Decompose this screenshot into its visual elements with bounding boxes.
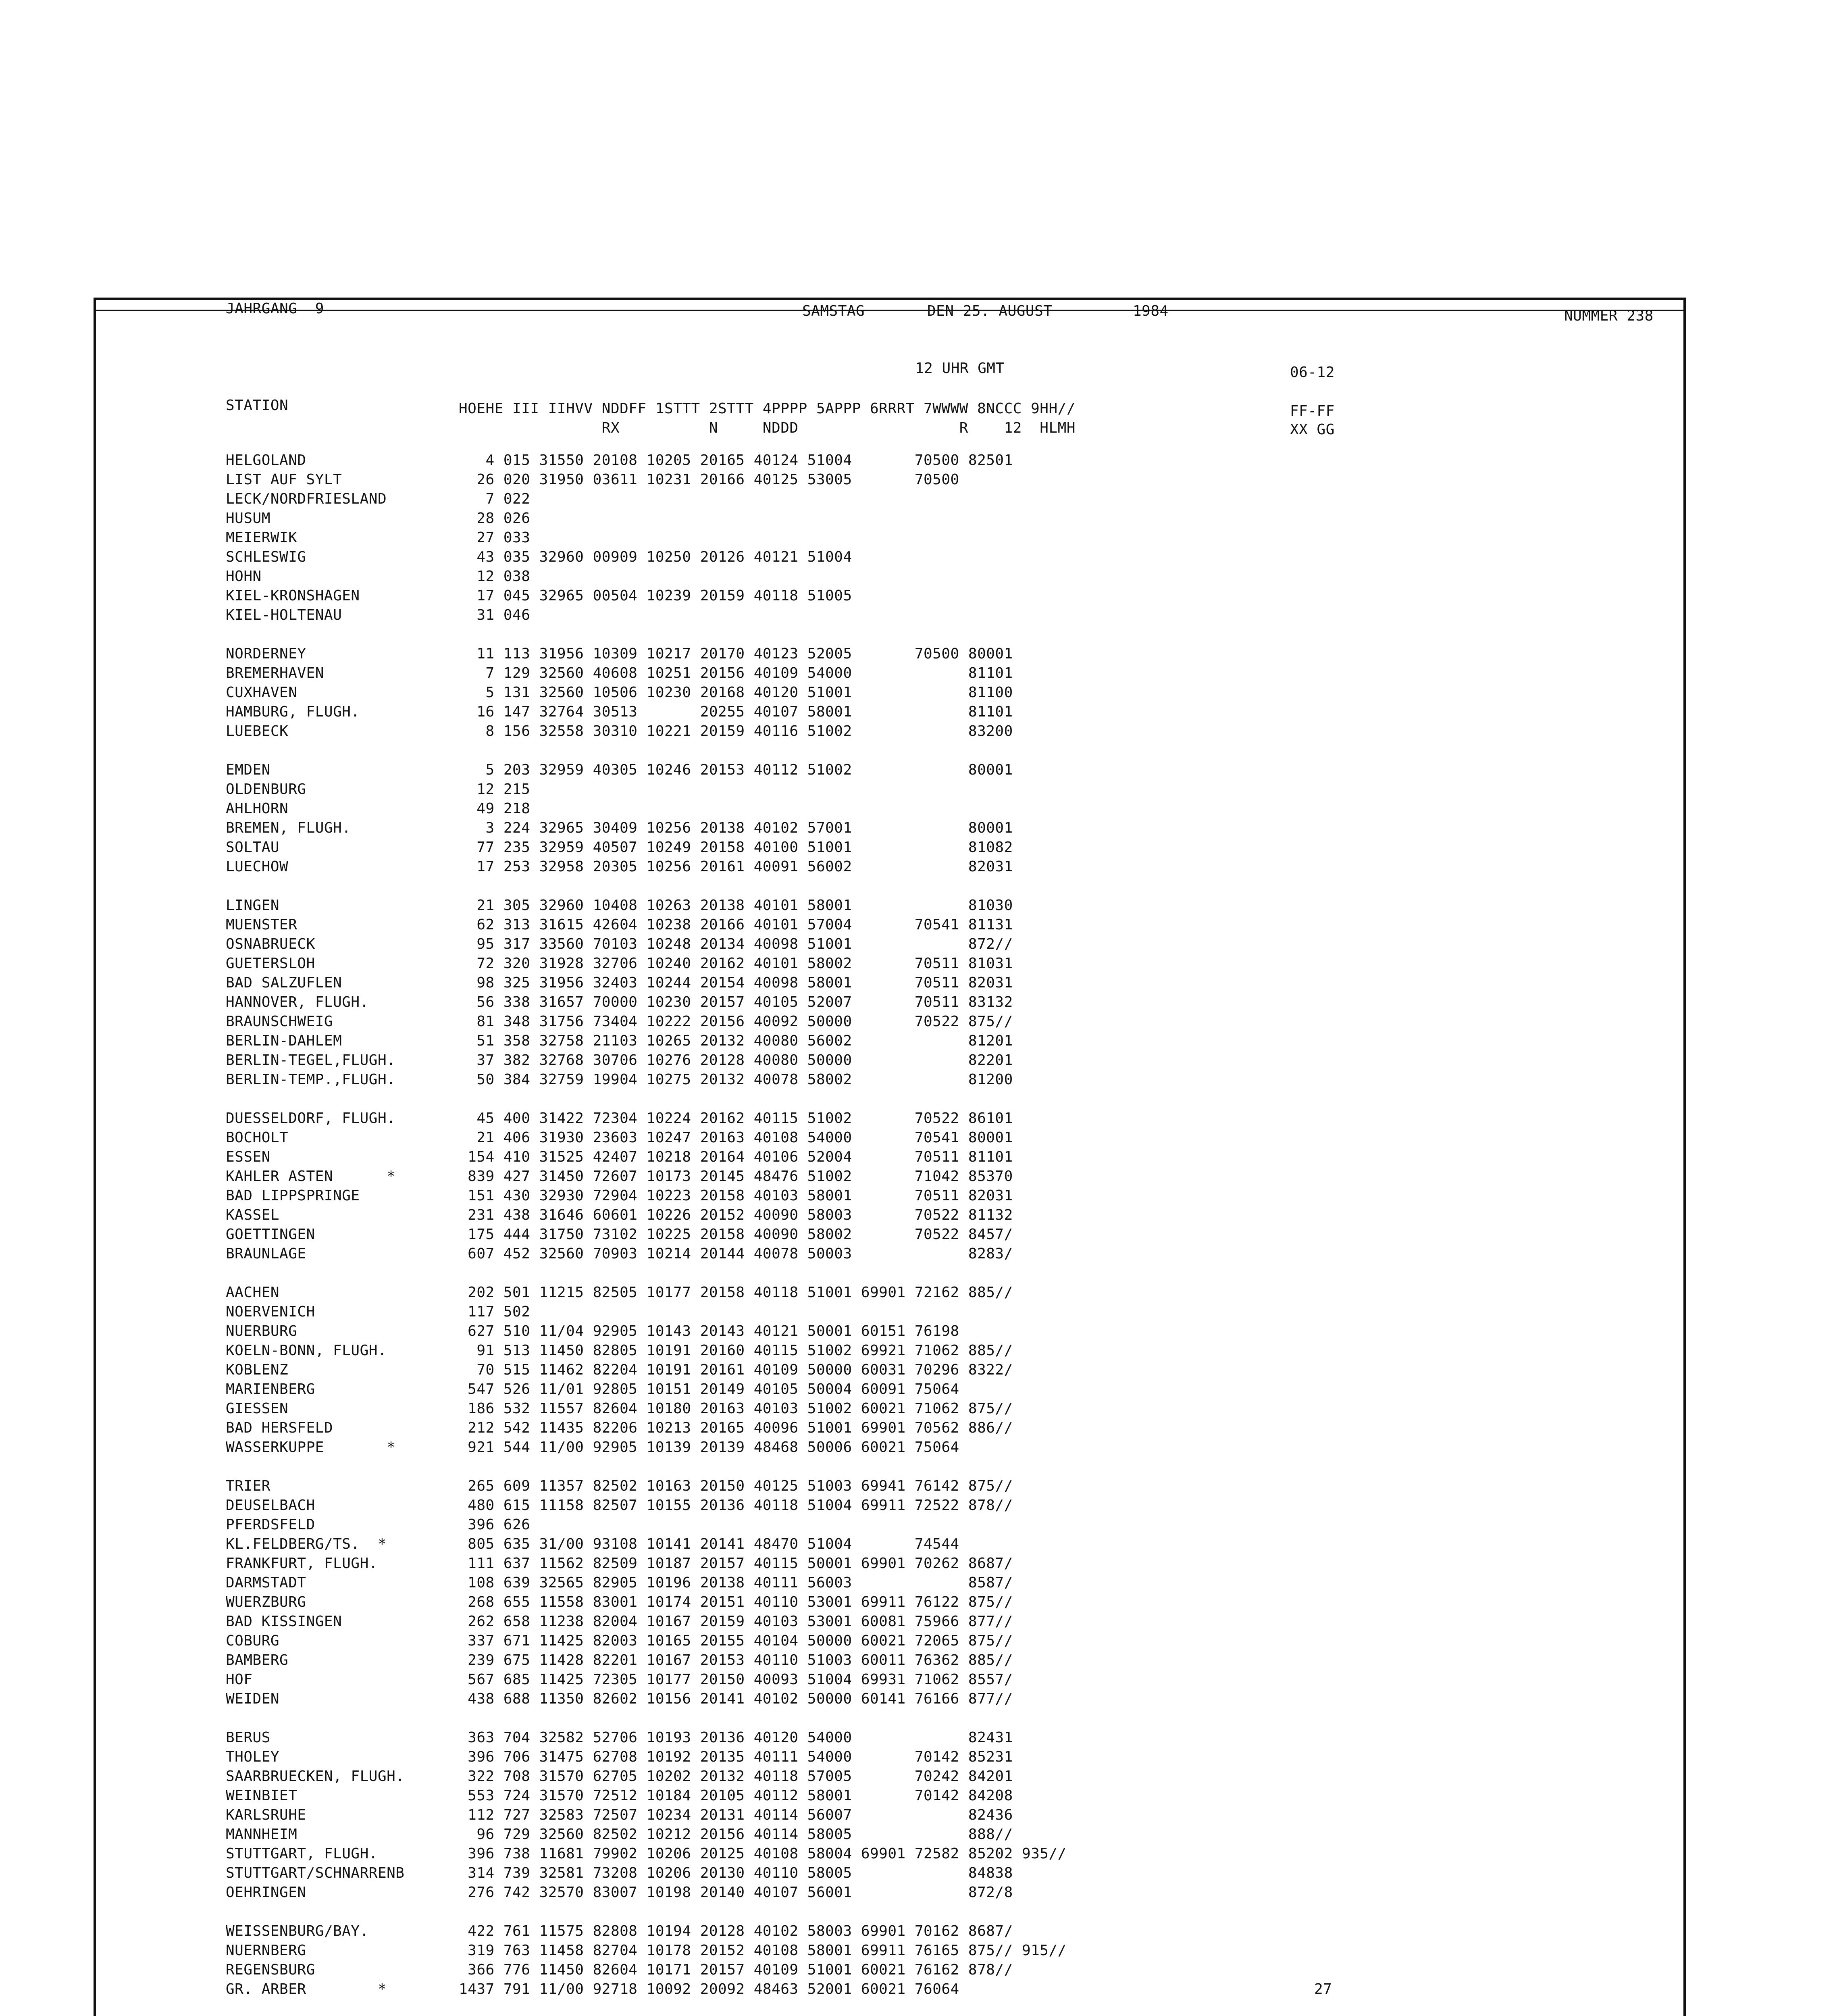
observation-codes: 239 675 11428 82201 10167 20153 40110 51003 60011 76362 885//	[459, 1652, 1013, 1668]
station-group	[1314, 451, 1332, 625]
observation-codes: 62 313 31615 42604 10238 20166 40101 57004 70541 81131	[459, 916, 1013, 933]
station-group	[1314, 1109, 1332, 1264]
observation-codes: 231 438 31646 60601 10226 20152 40090 58003 70522 81132	[459, 1207, 1013, 1223]
jahrgang-label: JAHRGANG 9	[226, 300, 324, 317]
observation-codes: 396 738 11681 79902 10206 20125 40108 58004 69901 72582 85202 935//	[459, 1845, 1067, 1862]
code-header-2: RX N NDDD R 12 HLMH	[459, 420, 1076, 436]
weekday-label: SAMSTAG	[802, 303, 865, 319]
gust-value	[1314, 1380, 1332, 1399]
observation-codes: 5 203 32959 40305 10246 20153 40112 51002 80001	[459, 762, 1013, 778]
station-group	[226, 896, 404, 1089]
observation-codes: 921 544 11/00 92905 10139 20139 48468 50006 60021 75064	[459, 1439, 959, 1456]
station-group	[226, 760, 404, 877]
observation-codes: 1437 791 11/00 92718 10092 20092 48463 52001 60021 76064	[459, 1981, 959, 1997]
gust-value	[1314, 1515, 1332, 1535]
observation-codes: 50 384 32759 19904 10275 20132 40078 58002 81200	[459, 1071, 1013, 1088]
gust-column	[1314, 451, 1332, 2016]
observation-codes: 363 704 32582 52706 10193 20136 40120 54000 82431	[459, 1729, 1013, 1746]
station-name: PFERDSFELD	[226, 1516, 315, 1533]
station-name: KARLSRUHE	[226, 1807, 306, 1823]
station-name: WUERZBURG	[226, 1594, 306, 1610]
observation-codes: 49 218	[459, 800, 531, 817]
gust-value	[1314, 1806, 1332, 1825]
gust-value	[1314, 664, 1332, 683]
observation-codes: 396 706 31475 62708 10192 20135 40111 54000 70142 85231	[459, 1749, 1013, 1765]
station-name: LIST AUF SYLT	[226, 471, 342, 488]
gust-value	[1314, 799, 1332, 818]
station-name: MEIERWIK	[226, 529, 298, 546]
observation-codes: 108 639 32565 82905 10196 20138 40111 56003 8587/	[459, 1574, 1013, 1591]
observation-codes: 112 727 32583 72507 10234 20131 40114 56007 82436	[459, 1807, 1013, 1823]
observation-codes: 265 609 11357 82502 10163 20150 40125 51003 69941 76142 875//	[459, 1478, 1013, 1494]
gust-value	[1314, 1399, 1332, 1418]
gust-value	[1314, 993, 1332, 1012]
station-group	[1314, 896, 1332, 1089]
gust-value	[1314, 1302, 1332, 1322]
station-group	[459, 1477, 1067, 1709]
observation-codes: 77 235 32959 40507 10249 20158 40100 51001 81082	[459, 839, 1013, 856]
gust-value	[1314, 567, 1332, 586]
station-name: DUESSELDORF, FLUGH.	[226, 1110, 396, 1127]
observation-codes: 396 626	[459, 1516, 531, 1533]
gust-value	[1314, 1864, 1332, 1883]
gust-value	[1314, 451, 1332, 470]
time-label: 12 UHR GMT	[915, 360, 1005, 377]
station-name: KASSEL	[226, 1207, 280, 1223]
gust-value	[1314, 1573, 1332, 1593]
gust-value	[1314, 1960, 1332, 1980]
gust-value	[1314, 1012, 1332, 1031]
station-name: KAHLER ASTEN *	[226, 1168, 396, 1185]
observation-codes: 422 761 11575 82808 10194 20128 40102 58003 69901 70162 8687/	[459, 1923, 1013, 1939]
gust-value	[1314, 1206, 1332, 1225]
station-name: GR. ARBER *	[226, 1981, 387, 1997]
station-name: LUEBECK	[226, 723, 289, 739]
gust-value	[1314, 1148, 1332, 1167]
station-name: DARMSTADT	[226, 1574, 306, 1591]
code-column	[459, 451, 1067, 2016]
gust-value	[1314, 1496, 1332, 1515]
station-group	[1314, 1283, 1332, 1457]
gust-value	[1314, 1554, 1332, 1573]
station-group	[226, 1109, 404, 1264]
station-name: BRAUNLAGE	[226, 1245, 306, 1262]
station-name: LUECHOW	[226, 858, 289, 875]
header-rule	[94, 310, 1686, 311]
gust-value: 27	[1314, 1981, 1332, 1997]
station-name: BAD SALZUFLEN	[226, 975, 342, 991]
station-name: HELGOLAND	[226, 452, 306, 469]
observation-codes: 117 502	[459, 1304, 531, 1320]
gust-value	[1314, 1631, 1332, 1651]
station-name: AACHEN	[226, 1284, 280, 1301]
station-name: WEISSENBURG/BAY.	[226, 1923, 369, 1939]
station-name: SAARBRUECKEN, FLUGH.	[226, 1768, 405, 1785]
station-name: HUSUM	[226, 510, 270, 527]
observation-codes: 7 129 32560 40608 10251 20156 40109 54000 81101	[459, 665, 1013, 681]
gust-value	[1314, 1167, 1332, 1186]
station-name: SCHLESWIG	[226, 549, 306, 565]
observation-codes: 151 430 32930 72904 10223 20158 40103 58001 70511 82031	[459, 1187, 1013, 1204]
gust-value	[1314, 896, 1332, 915]
station-group	[226, 1922, 404, 1999]
station-name: BOCHOLT	[226, 1129, 289, 1146]
station-name: OEHRINGEN	[226, 1884, 306, 1901]
gust-value	[1314, 1128, 1332, 1148]
observation-codes: 5 131 32560 10506 10230 20168 40120 51001 81100	[459, 684, 1013, 701]
station-name: AHLHORN	[226, 800, 289, 817]
station-name: BAD HERSFELD	[226, 1420, 333, 1436]
observation-codes: 28 026	[459, 510, 531, 527]
gust-value	[1314, 644, 1332, 664]
station-name: MANNHEIM	[226, 1826, 298, 1843]
observation-codes: 337 671 11425 82003 10165 20155 40104 50000 60021 72065 875//	[459, 1633, 1013, 1649]
observation-codes: 31 046	[459, 607, 531, 623]
observation-codes: 314 739 32581 73208 10206 20130 40110 58005 84838	[459, 1865, 1013, 1881]
observation-codes: 547 526 11/01 92805 10151 20149 40105 50004 60091 75064	[459, 1381, 959, 1397]
station-name: BREMEN, FLUGH.	[226, 820, 351, 836]
station-group	[459, 644, 1067, 741]
station-name: NORDERNEY	[226, 646, 306, 662]
gust-value	[1314, 683, 1332, 702]
station-group	[1314, 1922, 1332, 1999]
observation-codes: 553 724 31570 72512 10184 20105 40112 58001 70142 84208	[459, 1787, 1013, 1804]
station-group	[459, 451, 1067, 625]
observation-codes: 805 635 31/00 93108 10141 20141 48470 51004 74544	[459, 1536, 959, 1552]
observation-codes: 26 020 31950 03611 10231 20166 40125 53005 70500	[459, 471, 959, 488]
observation-codes: 3 224 32965 30409 10256 20138 40102 57001 80001	[459, 820, 1013, 836]
station-group	[226, 1283, 404, 1457]
station-name: BRAUNSCHWEIG	[226, 1013, 333, 1030]
station-name: GUETERSLOH	[226, 955, 315, 972]
gust-value	[1314, 1612, 1332, 1631]
station-name: KIEL-HOLTENAU	[226, 607, 342, 623]
gust-value	[1314, 1728, 1332, 1747]
gust-value	[1314, 1244, 1332, 1264]
gust-value	[1314, 470, 1332, 489]
gust-value	[1314, 760, 1332, 780]
station-name: KOELN-BONN, FLUGH.	[226, 1342, 387, 1359]
observation-codes: 81 348 31756 73404 10222 20156 40092 50000 70522 875//	[459, 1013, 1013, 1030]
station-name: BAMBERG	[226, 1652, 289, 1668]
gust-value	[1314, 606, 1332, 625]
station-group	[1314, 644, 1332, 741]
observation-codes: 276 742 32570 83007 10198 20140 40107 56001 872/8	[459, 1884, 1013, 1901]
station-name: OSNABRUECK	[226, 936, 315, 952]
gust-value	[1314, 1341, 1332, 1360]
issue-number: NUMMER 238	[1564, 308, 1654, 324]
station-group	[226, 451, 404, 625]
station-name: BAD KISSINGEN	[226, 1613, 342, 1630]
gust-value	[1314, 915, 1332, 935]
station-group	[459, 1283, 1067, 1457]
observation-codes: 567 685 11425 72305 10177 20150 40093 51004 69931 71062 8557/	[459, 1671, 1013, 1688]
observation-codes: 56 338 31657 70000 10230 20157 40105 52007 70511 83132	[459, 994, 1013, 1010]
gust-value	[1314, 838, 1332, 857]
gust-value	[1314, 1844, 1332, 1864]
station-name: KIEL-KRONSHAGEN	[226, 587, 360, 604]
gust-value	[1314, 1883, 1332, 1902]
station-name: THOLEY	[226, 1749, 280, 1765]
gust-value	[1314, 1477, 1332, 1496]
observation-codes: 45 400 31422 72304 10224 20162 40115 51002 70522 86101	[459, 1110, 1013, 1127]
station-name: FRANKFURT, FLUGH.	[226, 1555, 378, 1572]
observation-codes: 366 776 11450 82604 10171 20157 40109 51001 60021 76162 878//	[459, 1962, 1013, 1978]
station-name: HOF	[226, 1671, 253, 1688]
station-column	[226, 451, 404, 2016]
gust-value	[1314, 1438, 1332, 1457]
station-group	[459, 1728, 1067, 1902]
station-name: EMDEN	[226, 762, 270, 778]
observation-codes: 98 325 31956 32403 10244 20154 40098 58001 70511 82031	[459, 975, 1013, 991]
observation-codes: 70 515 11462 82204 10191 20161 40109 50000 60031 70296 8322/	[459, 1362, 1013, 1378]
observation-codes: 4 015 31550 20108 10205 20165 40124 51004 70500 82501	[459, 452, 1013, 469]
station-name: BAD LIPPSPRINGE	[226, 1187, 360, 1204]
gust-value	[1314, 1225, 1332, 1244]
gust-value	[1314, 1051, 1332, 1070]
gust-value	[1314, 702, 1332, 722]
station-name: TRIER	[226, 1478, 270, 1494]
observation-codes: 262 658 11238 82004 10167 20159 40103 53001 60081 75966 877//	[459, 1613, 1013, 1630]
observation-codes: 7 022	[459, 491, 531, 507]
station-name: GOETTINGEN	[226, 1226, 315, 1243]
observation-codes: 154 410 31525 42407 10218 20164 40106 52004 70511 81101	[459, 1149, 1013, 1165]
observation-codes: 175 444 31750 73102 10225 20158 40090 58002 70522 8457/	[459, 1226, 1013, 1243]
observation-codes: 37 382 32768 30706 10276 20128 40080 50000 82201	[459, 1052, 1013, 1068]
gust-value	[1314, 489, 1332, 509]
gust-value	[1314, 1360, 1332, 1380]
year-label: 1984	[1133, 303, 1169, 319]
observation-codes: 111 637 11562 82509 10187 20157 40115 50001 69901 70262 8687/	[459, 1555, 1013, 1572]
date-label: DEN 25. AUGUST	[927, 303, 1053, 319]
observation-codes: 268 655 11558 83001 10174 20151 40110 53001 69911 76122 875//	[459, 1594, 1013, 1610]
observation-codes: 72 320 31928 32706 10240 20162 40101 58002 70511 81031	[459, 955, 1013, 972]
observation-codes: 839 427 31450 72607 10173 20145 48476 51002 71042 85370	[459, 1168, 1013, 1185]
observation-codes: 91 513 11450 82805 10191 20160 40115 51002 69921 71062 885//	[459, 1342, 1013, 1359]
right-header-1: FF-FF	[1290, 403, 1335, 419]
station-group	[226, 1728, 404, 1902]
station-name: BERUS	[226, 1729, 270, 1746]
gust-value	[1314, 780, 1332, 799]
gust-value	[1314, 1651, 1332, 1670]
gust-value	[1314, 954, 1332, 973]
station-header: STATION	[226, 397, 289, 414]
right-header-2: XX GG	[1290, 421, 1335, 438]
gust-value	[1314, 1941, 1332, 1960]
observation-codes: 480 615 11158 82507 10155 20136 40118 51004 69911 72522 878//	[459, 1497, 1013, 1514]
gust-value	[1314, 973, 1332, 993]
observation-codes: 95 317 33560 70103 10248 20134 40098 51001 872//	[459, 936, 1013, 952]
station-name: HANNOVER, FLUGH.	[226, 994, 369, 1010]
observation-codes: 186 532 11557 82604 10180 20163 40103 51002 60021 71062 875//	[459, 1400, 1013, 1417]
observation-codes: 21 406 31930 23603 10247 20163 40108 54000 70541 80001	[459, 1129, 1013, 1146]
station-name: BERLIN-TEMP.,FLUGH.	[226, 1071, 396, 1088]
station-group	[459, 1109, 1067, 1264]
station-name: NUERNBERG	[226, 1942, 306, 1959]
gust-value	[1314, 1070, 1332, 1089]
gust-value	[1314, 1418, 1332, 1438]
station-name: LINGEN	[226, 897, 280, 914]
observation-codes: 202 501 11215 82505 10177 20158 40118 51001 69901 72162 885//	[459, 1284, 1013, 1301]
station-group	[226, 644, 404, 741]
observation-codes: 12 038	[459, 568, 531, 585]
station-name: NOERVENICH	[226, 1304, 315, 1320]
gust-value	[1314, 1322, 1332, 1341]
station-name: KL.FELDBERG/TS. *	[226, 1536, 387, 1552]
station-group	[459, 1922, 1067, 1999]
gust-value	[1314, 1767, 1332, 1786]
gust-value	[1314, 1535, 1332, 1554]
station-name: BERLIN-TEGEL,FLUGH.	[226, 1052, 396, 1068]
station-name: ESSEN	[226, 1149, 270, 1165]
gust-value	[1314, 1747, 1332, 1767]
gust-value	[1314, 1593, 1332, 1612]
station-group	[1314, 1477, 1332, 1709]
observation-codes: 17 253 32958 20305 10256 20161 40091 56002 82031	[459, 858, 1013, 875]
station-name: MUENSTER	[226, 916, 298, 933]
observation-codes: 627 510 11/04 92905 10143 20143 40121 50001 60151 76198	[459, 1323, 959, 1339]
station-name: NUERBURG	[226, 1323, 298, 1339]
station-name: STUTTGART/SCHNARRENB	[226, 1865, 405, 1881]
observation-codes: 43 035 32960 00909 10250 20126 40121 51004	[459, 549, 852, 565]
station-name: CUXHAVEN	[226, 684, 298, 701]
observation-codes: 319 763 11458 82704 10178 20152 40108 58001 69911 76165 875// 915//	[459, 1942, 1067, 1959]
station-name: LECK/NORDFRIESLAND	[226, 491, 387, 507]
station-name: SOLTAU	[226, 839, 280, 856]
code-header-1: HOEHE III IIHVV NDDFF 1STTT 2STTT 4PPPP 5APPP 6RRRT 7WWWW 8NCCC 9HH//	[459, 400, 1076, 417]
gust-value	[1314, 818, 1332, 838]
gust-value	[1314, 1922, 1332, 1941]
gust-value	[1314, 857, 1332, 877]
station-name: HAMBURG, FLUGH.	[226, 704, 360, 720]
station-name: WEINBIET	[226, 1787, 298, 1804]
observation-codes: 607 452 32560 70903 10214 20144 40078 50003 8283/	[459, 1245, 1013, 1262]
station-group	[459, 896, 1067, 1089]
station-name: BREMERHAVEN	[226, 665, 324, 681]
gust-value	[1314, 1186, 1332, 1206]
station-name: GIESSEN	[226, 1400, 289, 1417]
gust-value	[1314, 509, 1332, 528]
station-name: DEUSELBACH	[226, 1497, 315, 1514]
observation-codes: 8 156 32558 30310 10221 20159 40116 51002 83200	[459, 723, 1013, 739]
observation-codes: 16 147 32764 30513 20255 40107 58001 81101	[459, 704, 1013, 720]
observation-codes: 11 113 31956 10309 10217 20170 40123 52005 70500 80001	[459, 646, 1013, 662]
station-name: OLDENBURG	[226, 781, 306, 798]
observation-codes: 21 305 32960 10408 10263 20138 40101 58001 81030	[459, 897, 1013, 914]
period-label: 06-12	[1290, 364, 1335, 381]
gust-value	[1314, 586, 1332, 606]
station-name: REGENSBURG	[226, 1962, 315, 1978]
station-name: MARIENBERG	[226, 1381, 315, 1397]
gust-value	[1314, 1786, 1332, 1806]
observation-codes: 322 708 31570 62705 10202 20132 40118 57005 70242 84201	[459, 1768, 1013, 1785]
gust-value	[1314, 935, 1332, 954]
observation-codes: 12 215	[459, 781, 531, 798]
station-name: BERLIN-DAHLEM	[226, 1033, 342, 1049]
gust-value	[1314, 548, 1332, 567]
observation-codes: 212 542 11435 82206 10213 20165 40096 51001 69901 70562 886//	[459, 1420, 1013, 1436]
station-name: WASSERKUPPE *	[226, 1439, 396, 1456]
gust-value	[1314, 1283, 1332, 1302]
station-name: HOHN	[226, 568, 262, 585]
observation-codes: 17 045 32965 00504 10239 20159 40118 51005	[459, 587, 852, 604]
gust-value	[1314, 528, 1332, 548]
station-group	[226, 1477, 404, 1709]
gust-value	[1314, 1825, 1332, 1844]
gust-value	[1314, 1689, 1332, 1709]
gust-value	[1314, 1031, 1332, 1051]
observation-codes: 27 033	[459, 529, 531, 546]
gust-value	[1314, 1670, 1332, 1689]
station-group	[1314, 1728, 1332, 1902]
gust-value	[1314, 1109, 1332, 1128]
station-group	[459, 760, 1067, 877]
station-name: COBURG	[226, 1633, 280, 1649]
station-name: KOBLENZ	[226, 1362, 289, 1378]
observation-codes: 438 688 11350 82602 10156 20141 40102 50000 60141 76166 877//	[459, 1691, 1013, 1707]
observation-codes: 96 729 32560 82502 10212 20156 40114 58005 888//	[459, 1826, 1013, 1843]
station-name: WEIDEN	[226, 1691, 280, 1707]
observation-codes: 51 358 32758 21103 10265 20132 40080 56002 81201	[459, 1033, 1013, 1049]
station-name: STUTTGART, FLUGH.	[226, 1845, 378, 1862]
gust-value	[1314, 722, 1332, 741]
station-group	[1314, 760, 1332, 877]
